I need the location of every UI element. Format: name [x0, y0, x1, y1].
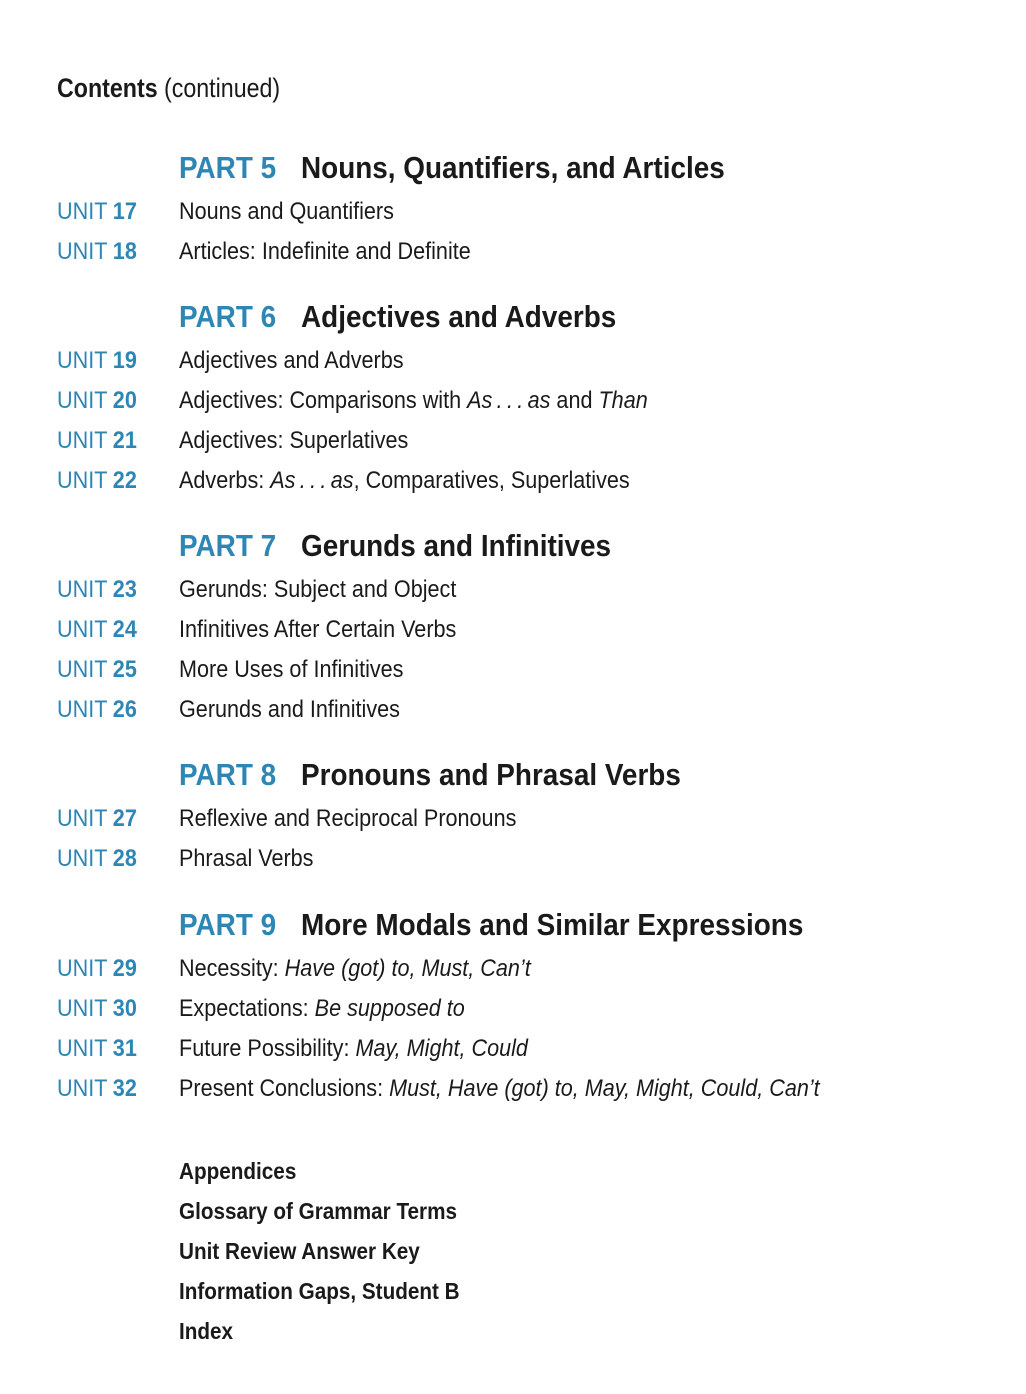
unit-label: [57, 610, 146, 650]
unit-prefix: UNIT: [57, 955, 108, 982]
unit-title-segment: As . . . as: [270, 467, 354, 494]
unit-title: [179, 232, 503, 272]
unit-number: 19: [112, 347, 137, 374]
unit-label: [57, 381, 146, 421]
unit-label: [57, 341, 146, 381]
unit-title-segment: Adjectives: Superlatives: [179, 427, 409, 454]
part-heading: [179, 755, 723, 795]
unit-prefix: UNIT: [57, 467, 108, 494]
unit-prefix: UNIT: [57, 1035, 108, 1062]
unit-row[interactable]: [0, 610, 1026, 650]
unit-title-segment: Expectations:: [179, 995, 315, 1022]
unit-title-segment: Infinitives After Certain Verbs: [179, 616, 457, 643]
part-title: Pronouns and Phrasal Verbs: [300, 757, 681, 792]
unit-title: [179, 341, 428, 381]
unit-number: 17: [112, 198, 137, 225]
unit-number: 18: [112, 238, 137, 265]
unit-label: [57, 1069, 146, 1109]
unit-row[interactable]: [0, 381, 1026, 421]
unit-title: [179, 839, 328, 879]
unit-title-segment: Phrasal Verbs: [179, 845, 314, 872]
unit-prefix: UNIT: [57, 198, 108, 225]
unit-title-segment: Necessity:: [179, 955, 285, 982]
unit-label: [57, 799, 146, 839]
unit-row[interactable]: [0, 461, 1026, 501]
page-heading: [57, 70, 299, 106]
part-title: Nouns, Quantifiers, and Articles: [300, 150, 725, 185]
unit-prefix: UNIT: [57, 238, 108, 265]
unit-title: [179, 949, 570, 989]
unit-label: [57, 650, 146, 690]
unit-row[interactable]: [0, 421, 1026, 461]
unit-title-segment: Future Possibility:: [179, 1035, 356, 1062]
unit-title-segment: Adverbs:: [179, 467, 271, 494]
unit-number: 30: [112, 995, 137, 1022]
unit-prefix: UNIT: [57, 616, 108, 643]
back-matter-label: Unit Review Answer Key: [179, 1238, 420, 1264]
unit-title-segment: Reflexive and Reciprocal Pronouns: [179, 805, 517, 832]
unit-title: [179, 570, 487, 610]
unit-prefix: UNIT: [57, 427, 108, 454]
unit-title: [179, 1029, 567, 1069]
unit-title: [179, 650, 428, 690]
unit-title: [179, 690, 424, 730]
unit-row[interactable]: [0, 1029, 1026, 1069]
unit-label: [57, 949, 146, 989]
back-matter-label: Index: [179, 1318, 234, 1344]
unit-number: 20: [112, 387, 137, 414]
unit-title-segment: More Uses of Infinitives: [179, 656, 404, 683]
back-matter-item[interactable]: [179, 1271, 491, 1311]
unit-number: 24: [112, 616, 137, 643]
part-title: Adjectives and Adverbs: [300, 299, 617, 334]
unit-number: 28: [112, 845, 137, 872]
unit-prefix: UNIT: [57, 387, 108, 414]
unit-title: [179, 610, 487, 650]
unit-number: 32: [112, 1075, 137, 1102]
unit-title-segment: Adjectives: Comparisons with: [179, 387, 468, 414]
unit-title-segment: Present Conclusions:: [179, 1075, 390, 1102]
part-number: PART 9: [179, 907, 277, 942]
back-matter-item[interactable]: [179, 1231, 447, 1271]
unit-row[interactable]: [0, 690, 1026, 730]
unit-number: 27: [112, 805, 137, 832]
back-matter-item[interactable]: [179, 1151, 309, 1191]
unit-row[interactable]: [0, 341, 1026, 381]
part-title: More Modals and Similar Expressions: [300, 907, 804, 942]
part-number: PART 5: [179, 150, 277, 185]
unit-number: 31: [112, 1035, 137, 1062]
back-matter-label: Appendices: [179, 1158, 297, 1184]
back-matter-item[interactable]: [179, 1191, 488, 1231]
unit-title: [179, 381, 700, 421]
unit-row[interactable]: [0, 799, 1026, 839]
unit-prefix: UNIT: [57, 1075, 108, 1102]
part-number: PART 6: [179, 299, 277, 334]
part-heading: [179, 526, 645, 566]
unit-title-segment: Gerunds and Infinitives: [179, 696, 400, 723]
part-heading: [179, 905, 859, 945]
unit-label: [57, 989, 146, 1029]
unit-prefix: UNIT: [57, 995, 108, 1022]
unit-title-segment: Nouns and Quantifiers: [179, 198, 394, 225]
part-number: PART 7: [179, 528, 277, 563]
unit-number: 22: [112, 467, 137, 494]
back-matter-label: Glossary of Grammar Terms: [179, 1198, 458, 1224]
heading-sub: (continued): [163, 73, 280, 103]
unit-label: [57, 570, 146, 610]
heading-main: Contents: [57, 73, 158, 103]
unit-row[interactable]: [0, 650, 1026, 690]
unit-row[interactable]: [0, 192, 1026, 232]
unit-prefix: UNIT: [57, 696, 108, 723]
unit-title: [179, 461, 680, 501]
unit-title: [179, 1069, 891, 1109]
part-heading: [179, 297, 651, 337]
unit-title: [179, 421, 434, 461]
part-number: PART 8: [179, 757, 277, 792]
unit-row[interactable]: [0, 570, 1026, 610]
unit-label: [57, 839, 146, 879]
part-title: Gerunds and Infinitives: [300, 528, 612, 563]
unit-row[interactable]: [0, 232, 1026, 272]
unit-title-segment: Adjectives and Adverbs: [179, 347, 404, 374]
unit-title-segment: , Comparatives, Superlatives: [353, 467, 630, 494]
unit-label: [57, 421, 146, 461]
unit-prefix: UNIT: [57, 845, 108, 872]
unit-number: 26: [112, 696, 137, 723]
unit-label: [57, 1029, 146, 1069]
unit-prefix: UNIT: [57, 805, 108, 832]
unit-number: 29: [112, 955, 137, 982]
unit-title: [179, 989, 497, 1029]
unit-title-segment: Have (got) to, Must, Can’t: [284, 955, 531, 982]
back-matter-label: Information Gaps, Student B: [179, 1278, 460, 1304]
unit-title-segment: As . . . as: [467, 387, 551, 414]
unit-title-segment: Than: [598, 387, 648, 414]
unit-row[interactable]: [0, 839, 1026, 879]
unit-row[interactable]: [0, 989, 1026, 1029]
unit-prefix: UNIT: [57, 656, 108, 683]
unit-title-segment: May, Might, Could: [355, 1035, 528, 1062]
part-heading: [179, 148, 772, 188]
unit-label: [57, 461, 146, 501]
unit-row[interactable]: [0, 1069, 1026, 1109]
unit-number: 25: [112, 656, 137, 683]
unit-label: [57, 232, 146, 272]
back-matter-item[interactable]: [179, 1311, 239, 1351]
unit-number: 21: [112, 427, 137, 454]
unit-title-segment: Articles: Indefinite and Definite: [179, 238, 471, 265]
unit-title-segment: Be supposed to: [314, 995, 465, 1022]
unit-title: [179, 799, 554, 839]
unit-label: [57, 690, 146, 730]
unit-number: 23: [112, 576, 137, 603]
unit-prefix: UNIT: [57, 347, 108, 374]
unit-title-segment: Gerunds: Subject and Object: [179, 576, 457, 603]
unit-title: [179, 192, 418, 232]
unit-prefix: UNIT: [57, 576, 108, 603]
unit-title-segment: and: [550, 387, 599, 414]
unit-row[interactable]: [0, 949, 1026, 989]
unit-title-segment: Must, Have (got) to, May, Might, Could, Can’t: [389, 1075, 820, 1102]
unit-label: [57, 192, 146, 232]
